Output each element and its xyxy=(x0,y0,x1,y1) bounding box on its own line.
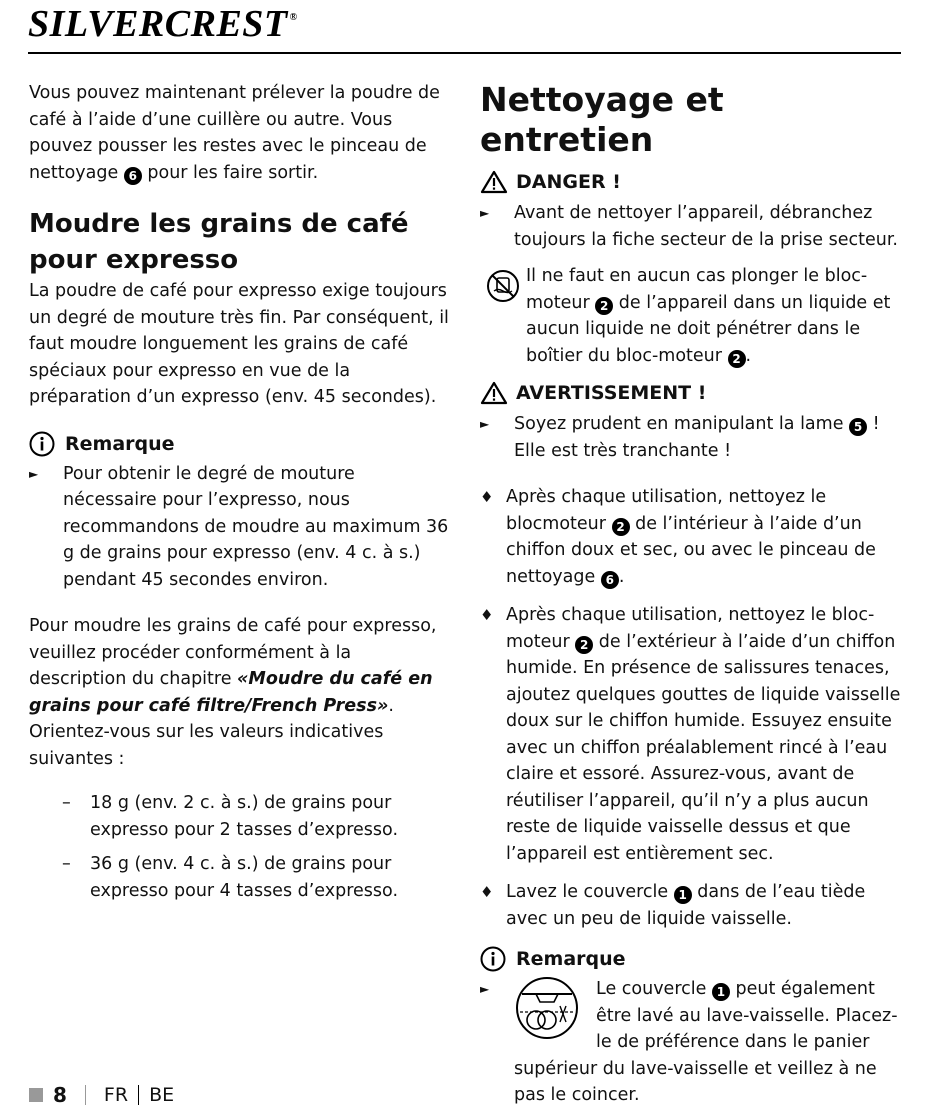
cleaning-bullet: ♦ Après chaque utilisation, nettoyez le bloc-moteur 2 de l’extérieur à l’aide d’un chiffon humide. En présence de salissures tenaces, ajoutez quelques gouttes de liquide vaisselle doux sur le chiffon humide. Essuyez ensuite avec un chiffon préalablement rincé à l’eau claire et essoré. Assurez-vous, avant de réutiliser l’appareil, qu’il n’y a plus aucun reste de liquide vaisselle dessus et que l’appareil est entièrement sec. xyxy=(480,602,905,867)
right-column xyxy=(480,80,905,1109)
danger-item: ► Avant de nettoyer l’appareil, débranchez toujours la fiche secteur de la prise secteur. xyxy=(480,200,905,253)
warning-item: ► Soyez prudent en manipulant la lame 5 ! Elle est très tranchante ! xyxy=(480,411,905,464)
badge-6-icon: 6 xyxy=(124,167,142,185)
section-heading-cleaning: Nettoyage et entretien xyxy=(480,80,724,159)
info-icon xyxy=(480,946,506,972)
header-rule xyxy=(28,52,901,54)
badge-2-icon: 2 xyxy=(595,297,613,315)
warning-triangle-icon xyxy=(480,170,508,194)
page-number: 8 xyxy=(53,1083,67,1107)
dishwasher-icon xyxy=(514,976,596,1048)
note-heading: Remarque xyxy=(29,431,449,457)
note-item: ► Pour obtenir le degré de mouture nécessaire pour l’expresso, nous recommandons de moudre au maximum 36 g de grains pour expresso (env. 4 c. à s.) pendant 45 secondes environ. xyxy=(29,461,449,594)
no-immersion-icon xyxy=(480,263,526,369)
language-code: FR xyxy=(103,1084,129,1106)
arrow-bullet-icon: ► xyxy=(29,466,39,481)
badge-1-icon: 1 xyxy=(674,886,692,904)
page-footer xyxy=(29,1083,174,1107)
section-heading-espresso: Moudre les grains de café pour expresso xyxy=(29,209,409,275)
badge-6-icon: 6 xyxy=(601,571,619,589)
cleaning-bullet: ♦ Lavez le couvercle 1 dans de l’eau tiède avec un peu de liquide vaisselle. xyxy=(480,879,905,932)
warning-heading: AVERTISSEMENT ! xyxy=(480,381,905,405)
badge-1-icon: 1 xyxy=(712,983,730,1001)
cleaning-bullet: ♦ Après chaque utilisation, nettoyez le blocmoteur 2 de l’intérieur à l’aide d’un chiffon doux et sec, ou avec le pinceau de nettoyage 6 . xyxy=(480,484,905,590)
country-code: BE xyxy=(149,1084,175,1106)
badge-2-icon: 2 xyxy=(575,636,593,654)
brand-logo: SILVERCREST ® xyxy=(28,3,298,45)
note-item: ► Le couvercle 1 peut également être lavé au lave-vaisselle. Placez-le de préférence dans le panier supérieur du lave-vaisselle et veillez à ne pas le coincer. xyxy=(480,976,905,1109)
procedure-paragraph: Pour moudre les grains de café pour expresso, veuillez procéder conformément à la description du chapitre «Moudre du café en grains pour café filtre/French Press». Orientez-vous sur les valeurs indicatives suivantes : xyxy=(29,616,437,769)
no-immersion-item: Il ne faut en aucun cas plonger le bloc-moteur 2 de l’appareil dans un liquide et aucun liquide ne doit pénétrer dans le boîtier du bloc-moteur 2 . xyxy=(480,263,905,369)
note-heading: Remarque xyxy=(480,946,905,972)
list-item: – 36 g (env. 4 c. à s.) de grains pour expresso pour 4 tasses d’expresso. xyxy=(62,851,449,904)
arrow-bullet-icon: ► xyxy=(480,982,490,996)
info-icon xyxy=(29,431,55,457)
arrow-bullet-icon: ► xyxy=(480,206,490,220)
danger-heading: DANGER ! xyxy=(480,170,905,194)
footer-marker xyxy=(29,1088,43,1102)
chapter-reference: «Moudre du café en grains pour café filtre/French Press» xyxy=(29,669,433,716)
dash-bullet: – xyxy=(62,793,71,813)
badge-2-icon: 2 xyxy=(612,518,630,536)
badge-5-icon: 5 xyxy=(849,418,867,436)
intro-paragraph: Vous pouvez maintenant prélever la poudre de café à l’aide d’une cuillère ou autre. Vous pouvez pousser les restes avec le pinceau de nettoyage 6 pour les faire sortir. xyxy=(29,83,440,183)
dash-bullet: – xyxy=(62,854,71,874)
list-item: – 18 g (env. 2 c. à s.) de grains pour expresso pour 2 tasses d’expresso. xyxy=(62,790,449,843)
warning-triangle-icon xyxy=(480,381,508,405)
divider xyxy=(138,1085,139,1105)
badge-2-icon: 2 xyxy=(728,350,746,368)
divider xyxy=(85,1085,86,1105)
left-column xyxy=(29,80,449,904)
diamond-bullet-icon: ♦ xyxy=(480,883,494,901)
diamond-bullet-icon: ♦ xyxy=(480,488,494,506)
diamond-bullet-icon: ♦ xyxy=(480,606,494,624)
arrow-bullet-icon: ► xyxy=(480,417,490,431)
espresso-paragraph: La poudre de café pour expresso exige toujours un degré de mouture très fin. Par conséquent, il faut moudre longuement les grains de café spéciaux pour expresso en vue de la préparation d’un expresso (env. 45 secondes). xyxy=(29,281,449,407)
